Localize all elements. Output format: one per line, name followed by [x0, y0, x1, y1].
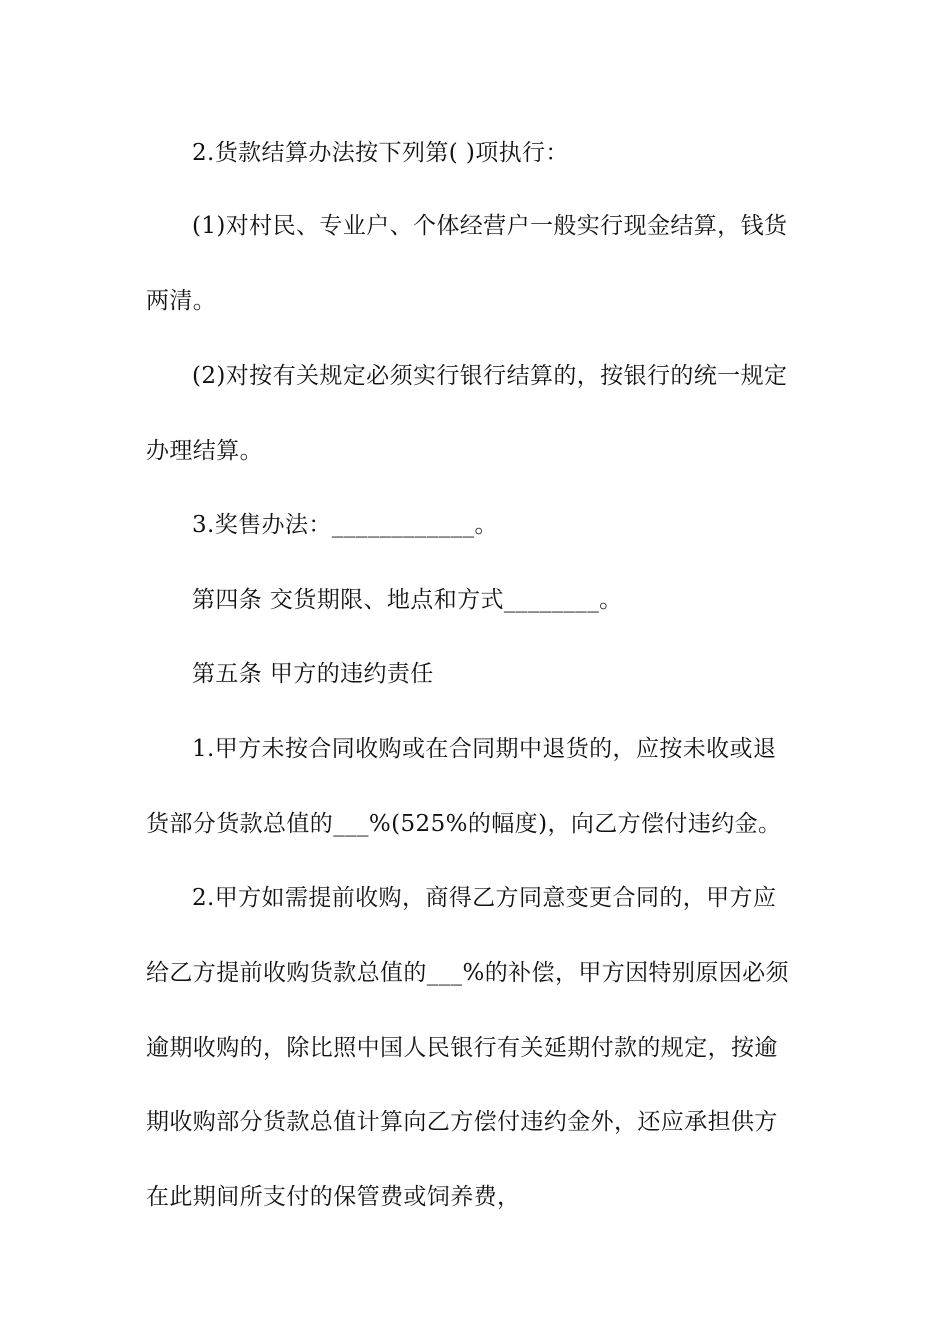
article-four-heading: 第四条 交货期限、地点和方式________。: [192, 587, 623, 613]
paragraph-line-3: 两清。: [146, 288, 217, 314]
paragraph-line-14: 期收购部分货款总值计算向乙方偿付违约金外，还应承担供方: [146, 1109, 778, 1135]
paragraph-line-15: 在此期间所支付的保管费或饲养费，: [146, 1184, 521, 1210]
paragraph-line-13: 逾期收购的，除比照中国人民银行有关延期付款的规定，按逾: [146, 1035, 778, 1061]
paragraph-line-9: 1.甲方未按合同收购或在合同期中退货的，应按未收或退: [192, 736, 777, 762]
paragraph-line-1: 2.货款结算办法按下列第( )项执行：: [192, 140, 569, 166]
paragraph-line-2: (1)对村民、专业户、个体经营户一般实行现金结算，钱货: [192, 213, 788, 239]
paragraph-line-4: (2)对按有关规定必须实行银行结算的，按银行的统一规定: [192, 363, 788, 389]
article-five-heading: 第五条 甲方的违约责任: [192, 661, 434, 687]
paragraph-line-6: 3.奖售办法：____________。: [192, 512, 498, 538]
paragraph-line-5: 办理结算。: [146, 438, 263, 464]
paragraph-line-12: 给乙方提前收购货款总值的___%的补偿，甲方因特别原因必须: [146, 960, 789, 986]
paragraph-line-10: 货部分货款总值的___%(525%的幅度)，向乙方偿付违约金。: [146, 811, 782, 837]
paragraph-line-11: 2.甲方如需提前收购，商得乙方同意变更合同的，甲方应: [192, 885, 777, 911]
